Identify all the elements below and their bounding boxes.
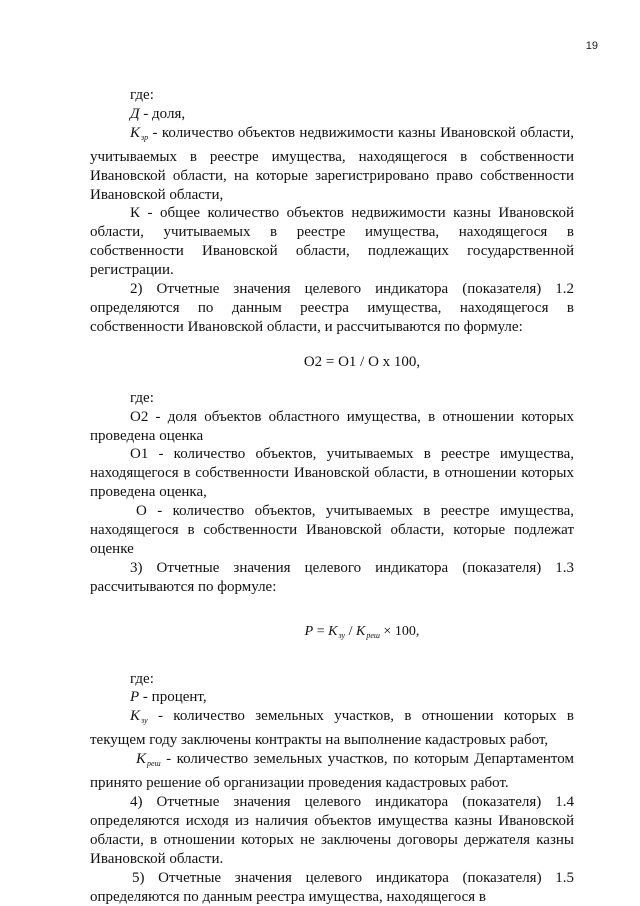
formula-o2: О2 = О1 / О х 100, [303, 353, 421, 370]
formula-p-equals: = [313, 623, 329, 639]
page-number: 19 [585, 40, 598, 52]
where-label-2: где: [130, 389, 154, 406]
definition-kresh-text: - количество земельных участков, по которым Департаментом принято решение об организации проведения кадастровых работ. [90, 751, 574, 792]
definition-d-text: - доля, [143, 105, 186, 122]
symbol-kresh: K [136, 751, 147, 768]
symbol-kzu-subscript: зу [141, 716, 148, 726]
symbol-kresh-subscript: реш [147, 759, 161, 769]
symbol-kzr-subscript: зр [141, 132, 149, 142]
definition-o1: О1 - количество объектов, учитываемых в реестре имущества, находящегося в собственности Ивановской области, в отношении которых проведена оценка, [90, 446, 574, 501]
formula-p-kzu: K [328, 623, 338, 639]
symbol-p: P [130, 689, 140, 706]
symbol-kzr: K [130, 124, 141, 141]
definition-o: О - количество объектов, учитываемых в реестре имущества, находящегося в собственности Ивановской области, которые подлежат оценке [90, 503, 574, 557]
definition-kzr-text: - количество объектов недвижимости казны Ивановской области, учитываемых в реестре имущества, находящегося в собственности Ивановской области, на которые зарегистрировано право собственности Ивановской области, [90, 124, 574, 203]
definition-p [90, 688, 574, 707]
symbol-kzu: K [130, 708, 141, 725]
formula-p-tail: × 100, [379, 623, 420, 639]
definition-p-text: - процент, [139, 689, 207, 706]
definition-kzu [90, 707, 574, 750]
definition-kresh [90, 750, 574, 793]
formula-p-kresh: K [355, 623, 366, 639]
definition-d [90, 105, 574, 124]
definition-o2: О2 - доля объектов областного имущества, в отношении которых проведена оценка [90, 408, 574, 444]
formula-p [90, 623, 574, 646]
formula-p-kresh-subscript: реш [366, 630, 380, 640]
document-body [90, 86, 574, 906]
definition-kzr [90, 124, 574, 205]
paragraph-item-5: 5) Отчетные значения целевого индикатора (показателя) 1.5 определяются по данным реестра имущества, находящегося в [90, 869, 574, 905]
definition-kzu-text: - количество земельных участков, в отношении которых в текущем году заключены контракты на выполнение кадастровых работ, [90, 708, 574, 749]
formula-p-kzu-subscript: зу [338, 630, 346, 640]
paragraph-item-2: 2) Отчетные значения целевого индикатора (показателя) 1.2 определяются по данным реестра имущества, находящегося в собственности Ивановской области, и рассчитываются по формуле: [90, 281, 574, 335]
formula-p-divide: / [345, 623, 356, 639]
paragraph-item-4: 4) Отчетные значения целевого индикатора (показателя) 1.4 определяются исходя из наличия объектов имущества казны Ивановской области, в отношении которых не заключены договоры держателя казны Ивановской области. [90, 794, 574, 867]
symbol-d: Д [130, 105, 140, 122]
paragraph-item-3: 3) Отчетные значения целевого индикатора (показателя) 1.3 рассчитываются по формуле: [90, 559, 574, 595]
formula-p-symbol: P [304, 623, 314, 639]
where-label-3: где: [130, 670, 154, 687]
where-label-1: где: [130, 87, 154, 103]
definition-k: К - общее количество объектов недвижимости казны Ивановской области, учитываемых в реестре имущества, находящегося в собственности Ивановской области, подлежащих государственной регистрации. [90, 205, 574, 279]
